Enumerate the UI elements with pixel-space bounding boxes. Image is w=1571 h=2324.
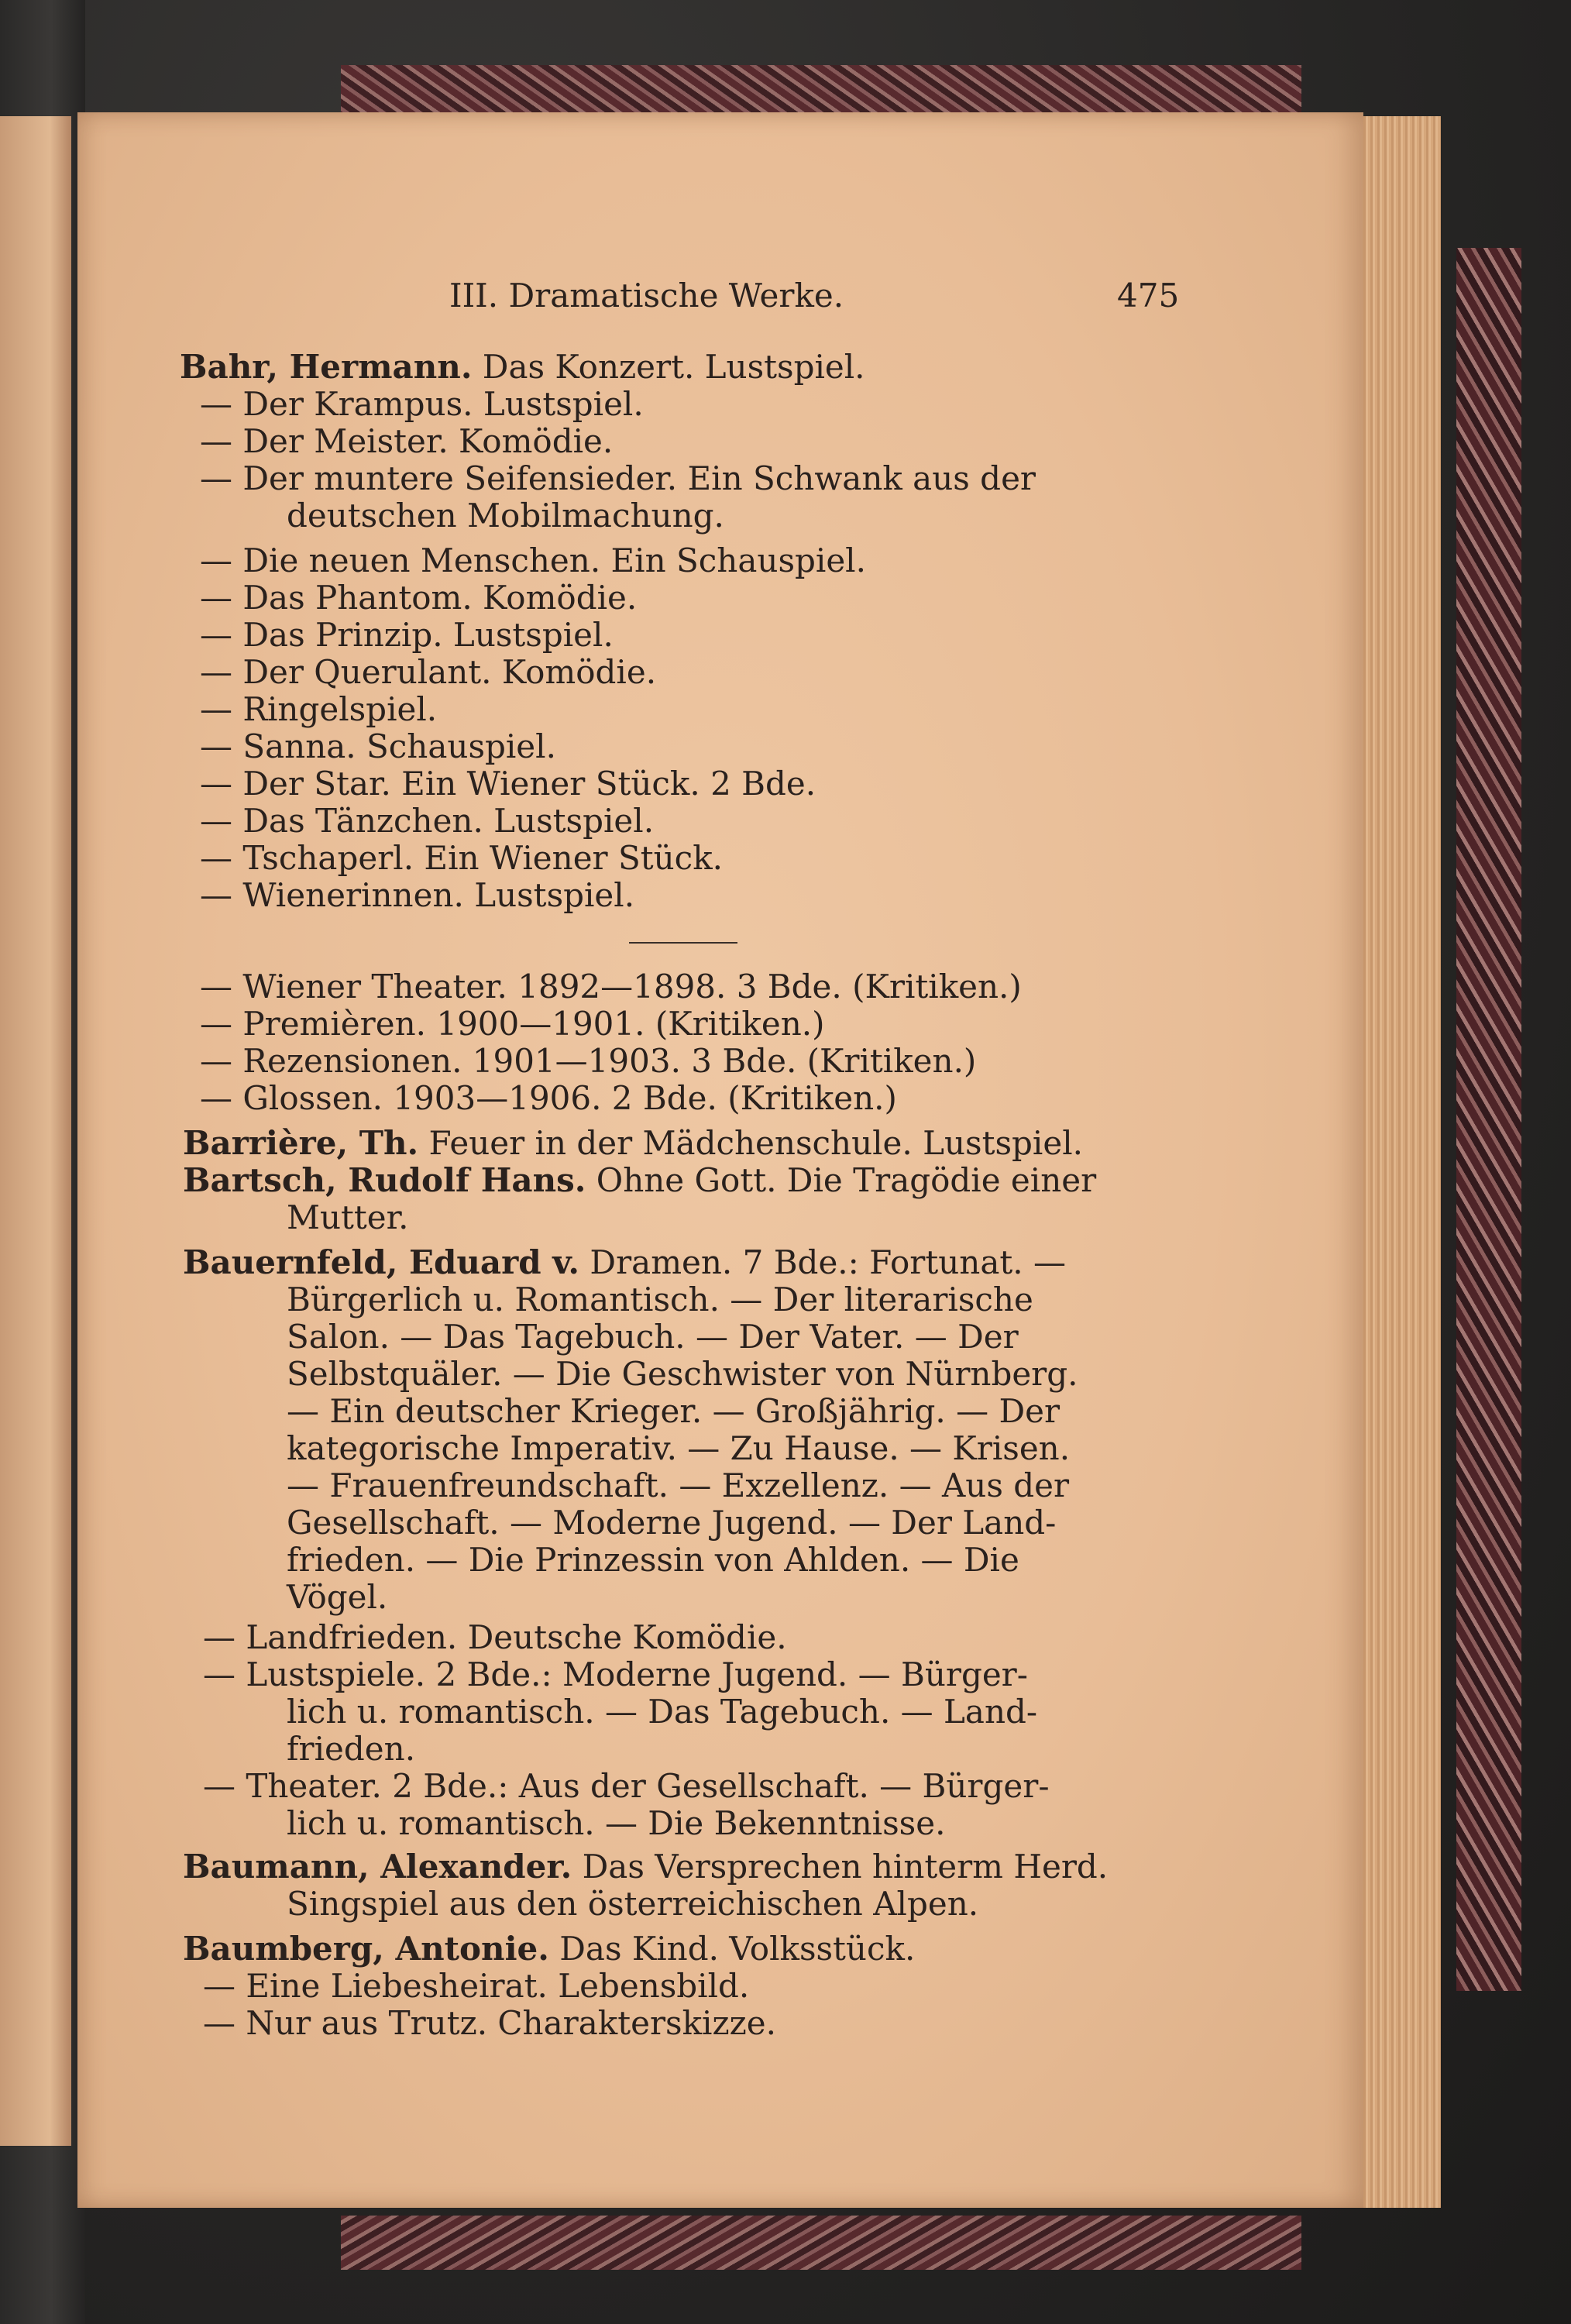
author-name: Bauernfeld, Eduard v.: [183, 1243, 580, 1281]
entry-line: — Frauenfreundschaft. — Exzellenz. — Aus der: [287, 1466, 1070, 1504]
entry-line: Baumberg, Antonie. Das Kind. Volksstück.: [183, 1930, 916, 1968]
entry-line: — Theater. 2 Bde.: Aus der Gesellschaft. — Bürger-: [203, 1767, 1050, 1805]
entry-line: Barrière, Th. Feuer in der Mädchenschule. Lustspiel.: [183, 1124, 1083, 1162]
entry-line: Singspiel aus den österreichischen Alpen.: [287, 1885, 979, 1923]
entry-line: Bahr, Hermann. Das Konzert. Lustspiel.: [180, 348, 865, 386]
author-name: Baumberg, Antonie.: [183, 1930, 549, 1968]
entry-line: lich u. romantisch. — Die Bekenntnisse.: [287, 1804, 946, 1842]
entry-line: — Ringelspiel.: [200, 690, 438, 728]
entry-line: deutschen Mobilmachung.: [287, 497, 724, 535]
entry-line: — Tschaperl. Ein Wiener Stück.: [200, 839, 723, 877]
author-name: Barrière, Th.: [183, 1124, 419, 1162]
entry-line: — Rezensionen. 1901—1903. 3 Bde. (Kritiken.): [200, 1042, 977, 1080]
entry-line: — Premièren. 1900—1901. (Kritiken.): [200, 1005, 825, 1043]
entry-line: Baumann, Alexander. Das Versprechen hinterm Herd.: [183, 1848, 1109, 1886]
entry-line: — Der Meister. Komödie.: [200, 422, 614, 460]
author-name: Bartsch, Rudolf Hans.: [183, 1161, 586, 1199]
entry-line: — Der Star. Ein Wiener Stück. 2 Bde.: [200, 765, 816, 803]
entry-line: Bürgerlich u. Romantisch. — Der literarische: [287, 1281, 1033, 1318]
entry-line: — Wienerinnen. Lustspiel.: [200, 876, 635, 914]
entry-line: — Nur aus Trutz. Charakterskizze.: [203, 2004, 776, 2042]
entry-line: — Landfrieden. Deutsche Komödie.: [203, 1618, 787, 1656]
entry-line: — Lustspiele. 2 Bde.: Moderne Jugend. — Bürger-: [203, 1655, 1028, 1693]
entry-line: Salon. — Das Tagebuch. — Der Vater. — Der: [287, 1318, 1019, 1356]
running-header: III. Dramatische Werke.: [449, 277, 844, 315]
entry-line: Selbstquäler. — Die Geschwister von Nürnberg.: [287, 1355, 1078, 1393]
entry-line: Vögel.: [287, 1578, 388, 1616]
entry-line: Gesellschaft. — Moderne Jugend. — Der Land-: [287, 1504, 1057, 1542]
entry-line: — Sanna. Schauspiel.: [200, 727, 556, 765]
entry-line: Mutter.: [287, 1198, 409, 1236]
author-name: Baumann, Alexander.: [183, 1848, 572, 1886]
entry-line: — Das Prinzip. Lustspiel.: [200, 616, 614, 654]
marbled-edge-bottom: [341, 2216, 1301, 2270]
entry-line: — Der Krampus. Lustspiel.: [200, 385, 644, 423]
entry-line: — Der muntere Seifensieder. Ein Schwank aus der: [200, 459, 1036, 497]
entry-line: — Das Phantom. Komödie.: [200, 579, 638, 617]
entry-line: — Das Tänzchen. Lustspiel.: [200, 802, 655, 840]
entry-line: — Eine Liebesheirat. Lebensbild.: [203, 1967, 750, 2005]
entry-line: — Wiener Theater. 1892—1898. 3 Bde. (Kritiken.): [200, 968, 1022, 1006]
marbled-edge-right: [1456, 248, 1521, 1991]
entry-line: — Ein deutscher Krieger. — Großjährig. — Der: [287, 1392, 1061, 1430]
entry-line: frieden.: [287, 1730, 416, 1768]
entry-line: Bartsch, Rudolf Hans. Ohne Gott. Die Tragödie einer: [183, 1161, 1097, 1199]
entry-line: lich u. romantisch. — Das Tagebuch. — Land-: [287, 1693, 1038, 1731]
entry-line: — Glossen. 1903—1906. 2 Bde. (Kritiken.): [200, 1079, 897, 1117]
marbled-edge-top: [341, 65, 1301, 119]
page-number: 475: [1117, 277, 1180, 315]
entry-line: — Die neuen Menschen. Ein Schauspiel.: [200, 541, 866, 579]
entry-line: frieden. — Die Prinzessin von Ahlden. — Die: [287, 1541, 1019, 1579]
facing-page-edge: [0, 116, 71, 2146]
entry-line: Bauernfeld, Eduard v. Dramen. 7 Bde.: Fortunat. —: [183, 1243, 1066, 1281]
entry-line: — Der Querulant. Komödie.: [200, 653, 657, 691]
entry-line: kategorische Imperativ. — Zu Hause. — Krisen.: [287, 1429, 1071, 1467]
author-name: Bahr, Hermann.: [180, 348, 473, 386]
section-divider: [629, 942, 737, 944]
